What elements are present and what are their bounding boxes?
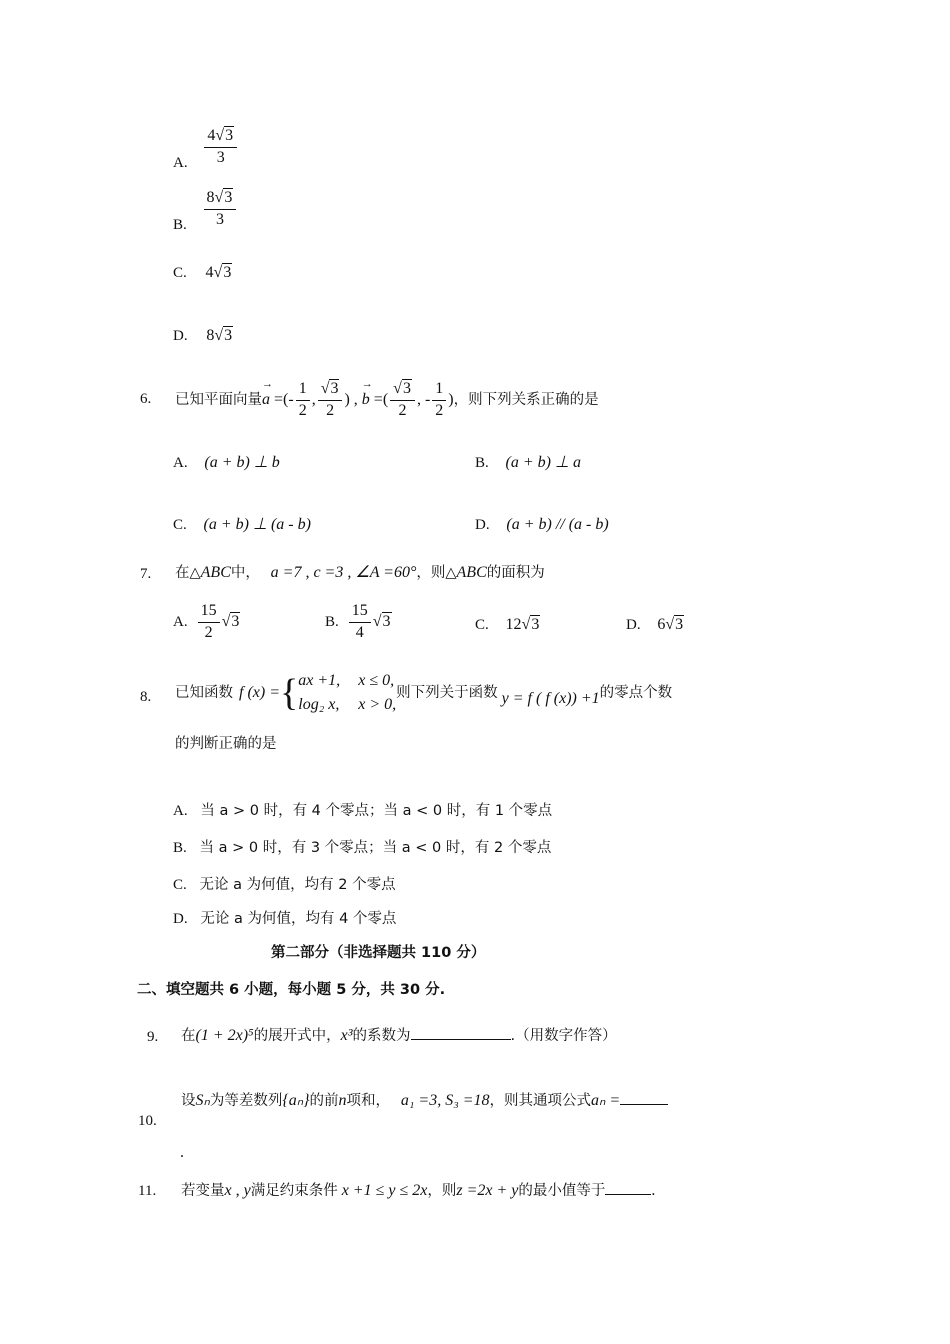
- q10-number: 10.: [138, 1113, 157, 1129]
- option-label: B.: [173, 217, 187, 234]
- vector-b: → b: [362, 392, 370, 408]
- q5-option-d: D. 8√3: [173, 327, 233, 344]
- option-label: A.: [173, 155, 188, 172]
- q8-number: 8.: [140, 689, 152, 705]
- q10-stem: 设Sₙ为等差数列{aₙ}的前n项和， a₁ =3, S₃ =18，则其通项公式aₙ =: [181, 1093, 668, 1109]
- option-label: C.: [173, 265, 187, 281]
- q11-number: 11.: [138, 1183, 157, 1199]
- q10-dot: .: [180, 1144, 184, 1161]
- q8-option-c: C. 无论 a 为何值，均有 2 个零点: [173, 877, 396, 893]
- q8-stem: 已知函数 f (x) = { ax +1, x ≤ 0, log₂ x, x > 0, 则下列关于函数 y = f ( f (x)) +1 的零点个数: [175, 664, 672, 722]
- q7-option-b: B. $\frac{15}{4}$ √3: [325, 602, 391, 641]
- q6-option-a: A. (a + b) ⊥ b: [173, 454, 280, 471]
- q5-option-c: C. 4√3: [173, 264, 232, 281]
- answer-blank: [411, 1039, 511, 1040]
- piecewise-cases: ax +1, x ≤ 0, log₂ x, x > 0,: [298, 672, 397, 713]
- fraction: $\frac{4√3}{3}$: [204, 128, 237, 167]
- q7-stem: 在△ABC中， a =7 , c =3 , ∠A =60°，则△ABC的面积为: [175, 564, 545, 581]
- answer-blank: [620, 1104, 668, 1105]
- q6-option-c: C. (a + b) ⊥ (a - b): [173, 516, 311, 533]
- q5-option-a: [173, 127, 239, 172]
- part-two-title: 第二部分（非选择题共 110 分）: [271, 945, 486, 961]
- answer-blank: [605, 1194, 651, 1195]
- option-label: D.: [173, 328, 188, 344]
- q8-stem-cont: 的判断正确的是: [175, 736, 277, 752]
- q6-option-b: B. (a + b) ⊥ a: [475, 454, 581, 471]
- section-heading: 二、填空题共 6 小题，每小题 5 分，共 30 分.: [137, 982, 446, 998]
- q8-option-d: D. 无论 a 为何值，均有 4 个零点: [173, 911, 397, 927]
- q8-option-b: B. 当 a > 0 时，有 3 个零点；当 a < 0 时，有 2 个零点: [173, 840, 552, 856]
- vector-a: → a: [262, 392, 270, 408]
- q7-option-d: D. 6√3: [626, 616, 684, 633]
- q7-option-c: C. 12√3: [475, 616, 540, 633]
- brace: {: [280, 672, 299, 714]
- q6-stem: 已知平面向量 → a =(- $\frac{1}{2}$ , $\frac{√3}{2}$ ) , → b =( $\frac{√3}{2}$ , - $\frac{1}{2}$ ) ，则下列关系正确的是: [175, 376, 599, 424]
- q9-number: 9.: [147, 1029, 159, 1045]
- q5-option-b: [173, 189, 238, 234]
- q6-option-d: D. (a + b) // (a - b): [475, 516, 609, 533]
- q9-stem: 在(1 + 2x)⁵的展开式中，x³的系数为 .（用数字作答）: [181, 1027, 617, 1044]
- q8-option-a: A. 当 a > 0 时，有 4 个零点；当 a < 0 时，有 1 个零点: [173, 803, 553, 819]
- q6-number: 6.: [140, 391, 152, 407]
- q11-stem: 若变量x , y满足约束条件 x +1 ≤ y ≤ 2x，则z =2x + y的最小值等于 .: [181, 1182, 656, 1199]
- q7-option-a: A. $\frac{15}{2}$ √3: [173, 602, 240, 641]
- fraction: $\frac{8√3}{3}$: [204, 190, 237, 229]
- q7-number: 7.: [140, 566, 152, 582]
